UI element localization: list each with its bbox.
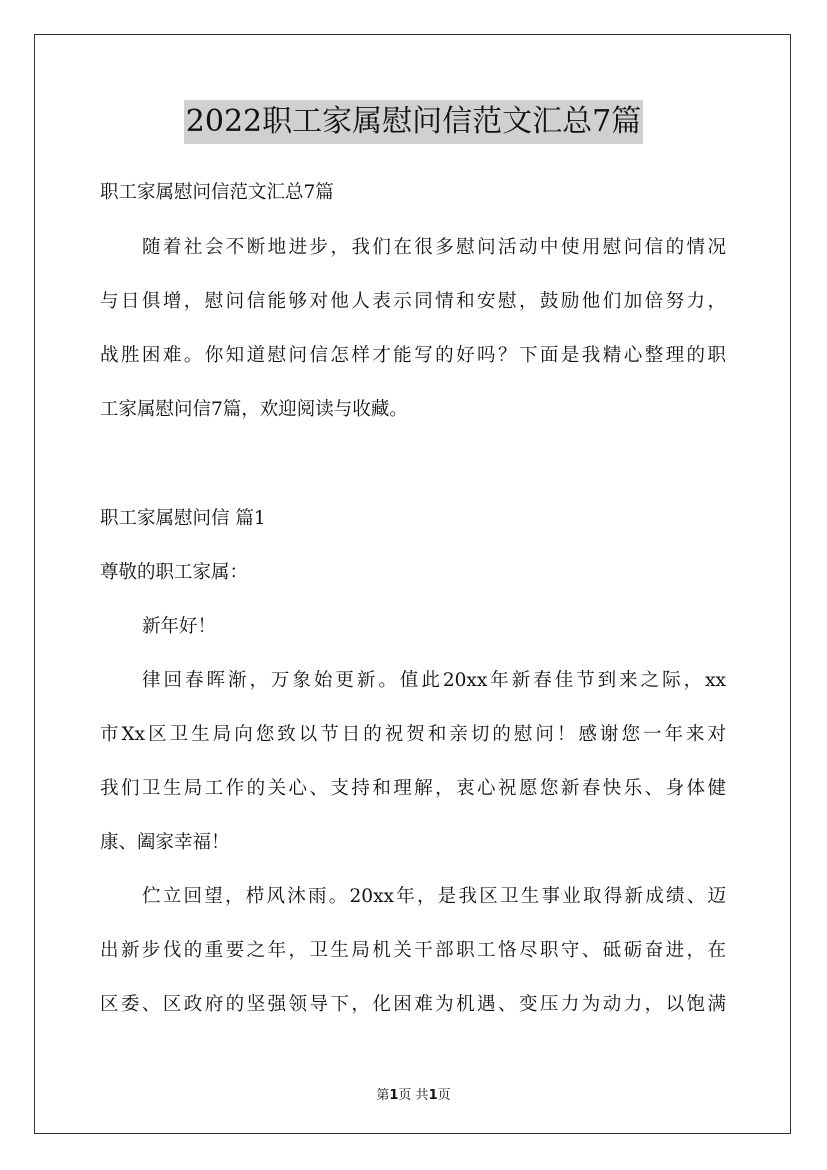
footer-prefix: 第	[376, 1088, 390, 1103]
salutation: 尊敬的职工家属：	[100, 562, 249, 583]
para2-line-1: 伫立回望，栉风沐雨。20xx年，是我区卫生事业取得新成绩、迈	[142, 886, 726, 907]
intro-line-1: 随着社会不断地进步，我们在很多慰问活动中使用慰问信的情况	[142, 237, 726, 258]
subtitle: 职工家属慰问信范文汇总7篇	[100, 182, 334, 203]
para1-line-3: 我们卫生局工作的关心、支持和理解，衷心祝愿您新春快乐、身体健	[100, 778, 726, 799]
intro-line-3: 战胜困难。你知道慰问信怎样才能写的好吗？下面是我精心整理的职	[100, 345, 726, 366]
intro-line-4: 工家属慰问信7篇，欢迎阅读与收藏。	[100, 399, 408, 420]
intro-line-2: 与日俱增，慰问信能够对他人表示同情和安慰，鼓励他们加倍努力，	[100, 291, 726, 312]
para1-line-1: 律回春晖渐，万象始更新。值此20xx年新春佳节到来之际，xx	[142, 670, 726, 691]
section-heading: 职工家属慰问信 篇1	[100, 508, 266, 529]
footer-page-number: 1	[389, 1088, 399, 1103]
page-footer	[0, 1084, 827, 1103]
para2-line-3: 区委、区政府的坚强领导下，化困难为机遇、变压力为动力，以饱满	[100, 994, 726, 1015]
document-title-wrap	[0, 100, 827, 144]
para1-line-4: 康、阖家幸福！	[100, 832, 230, 853]
para2-line-2: 出新步伐的重要之年，卫生局机关干部职工恪尽职守、砥砺奋进，在	[100, 940, 726, 961]
footer-page-total: 1	[428, 1088, 438, 1103]
footer-mid: 页 共	[398, 1088, 429, 1103]
greeting: 新年好！	[142, 616, 217, 637]
para1-line-2: 市Xx区卫生局向您致以节日的祝贺和亲切的慰问！感谢您一年来对	[100, 724, 726, 745]
document-title: 2022职工家属慰问信范文汇总7篇	[184, 100, 643, 144]
footer-suffix: 页	[437, 1088, 451, 1103]
